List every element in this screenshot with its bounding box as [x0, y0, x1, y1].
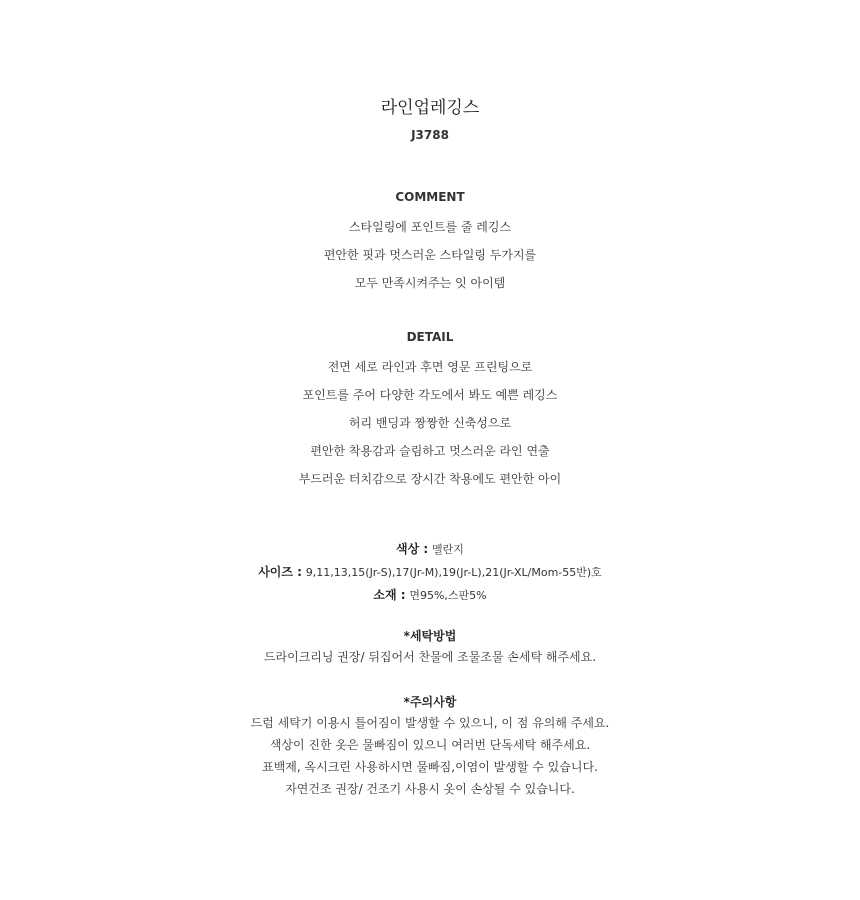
- color-value: 멜란지: [432, 543, 464, 556]
- detail-line: 편안한 착용감과 슬림하고 멋스러운 라인 연출: [310, 444, 550, 458]
- detail-heading: DETAIL: [406, 330, 454, 344]
- detail-line: 전면 세로 라인과 후면 영문 프린팅으로: [327, 360, 533, 374]
- washing-heading: *세탁방법: [403, 629, 457, 643]
- comment-line: 스타일링에 포인트를 줄 레깅스: [348, 220, 512, 234]
- color-label: 색상 :: [396, 542, 429, 556]
- product-code: J3788: [411, 128, 449, 142]
- caution-heading: *주의사항: [403, 695, 457, 709]
- caution-section: [0, 692, 860, 800]
- color-row: [0, 538, 860, 561]
- spec-section: [0, 538, 860, 607]
- detail-section: [0, 328, 860, 493]
- detail-line: 허리 밴딩과 짱짱한 신축성으로: [348, 416, 512, 430]
- material-label: 소재 :: [373, 588, 406, 602]
- caution-line: 드럼 세탁기 이용시 틀어짐이 발생할 수 있으니, 이 점 유의해 주세요.: [250, 716, 610, 730]
- comment-section: [0, 188, 860, 297]
- detail-line: 부드러운 터치감으로 장시간 착용에도 편안한 아이: [298, 472, 562, 486]
- caution-line: 표백제, 옥시크린 사용하시면 물빠짐,이염이 발생할 수 있습니다.: [262, 760, 598, 774]
- caution-line: 색상이 진한 옷은 물빠짐이 있으니 여러번 단독세탁 해주세요.: [269, 738, 591, 752]
- washing-line: 드라이크리닝 권장/ 뒤집어서 찬물에 조물조물 손세탁 해주세요.: [263, 650, 597, 664]
- washing-section: [0, 626, 860, 668]
- comment-line: 편안한 핏과 멋스러운 스타일링 두가지를: [323, 248, 537, 262]
- material-row: [0, 584, 860, 607]
- comment-line: 모두 만족시켜주는 잇 아이템: [354, 276, 506, 290]
- caution-line: 자연건조 권장/ 건조기 사용시 옷이 손상될 수 있습니다.: [285, 782, 575, 796]
- size-value: 9,11,13,15(Jr-S),17(Jr-M),19(Jr-L),21(Jr-XL/Mom-55반)호: [305, 566, 602, 579]
- material-value: 면95%,스판5%: [409, 589, 487, 602]
- detail-line: 포인트를 주어 다양한 각도에서 봐도 예쁜 레깅스: [302, 388, 558, 402]
- product-name: 라인업레깅스: [380, 98, 480, 118]
- size-row: [0, 561, 860, 584]
- size-label: 사이즈 :: [258, 565, 302, 579]
- comment-heading: COMMENT: [395, 190, 465, 204]
